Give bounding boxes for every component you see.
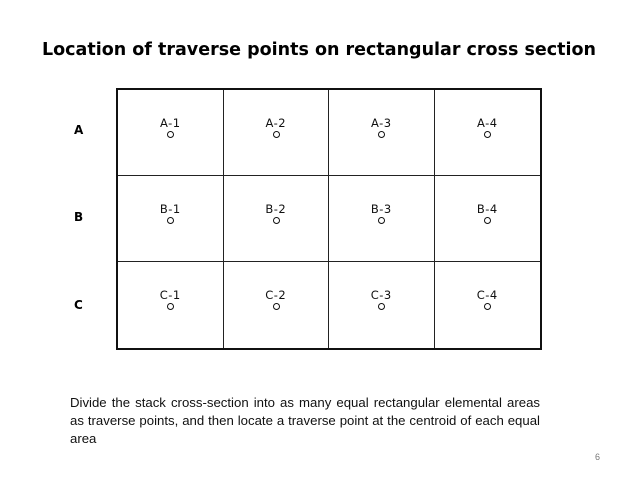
cell-label: A-3	[370, 116, 392, 130]
cell-label: A-1	[159, 116, 181, 130]
row-label-b: B	[74, 210, 84, 224]
traverse-point-icon	[273, 131, 280, 138]
cell-b-3	[329, 176, 435, 262]
cell-label: C-3	[370, 288, 392, 302]
cell-b-1	[118, 176, 224, 262]
cell-label: A-4	[476, 116, 498, 130]
page-number: 6	[594, 452, 600, 462]
cell-a-2	[224, 90, 330, 176]
traverse-point-icon	[273, 303, 280, 310]
cell-label: C-1	[159, 288, 181, 302]
cell-label: A-2	[265, 116, 287, 130]
cell-c-3	[329, 262, 435, 348]
cell-label: B-4	[476, 202, 498, 216]
cell-a-1	[118, 90, 224, 176]
cell-c-4	[435, 262, 541, 348]
cell-c-1	[118, 262, 224, 348]
traverse-point-icon	[484, 131, 491, 138]
cell-a-4	[435, 90, 541, 176]
cell-b-2	[224, 176, 330, 262]
traverse-point-icon	[378, 303, 385, 310]
cross-section-grid	[116, 88, 542, 350]
caption-text: Divide the stack cross-section into as many equal rectangular elemental areas as traverse points, and then locate a traverse point at the centroid of each equal area	[70, 395, 540, 446]
slide-title: Location of traverse points on rectangular cross section	[41, 40, 597, 60]
row-label-a: A	[74, 123, 84, 137]
traverse-point-icon	[378, 217, 385, 224]
cell-a-3	[329, 90, 435, 176]
cell-label: B-1	[159, 202, 181, 216]
traverse-point-icon	[484, 303, 491, 310]
cell-c-2	[224, 262, 330, 348]
traverse-point-icon	[167, 131, 174, 138]
cell-label: B-2	[265, 202, 287, 216]
cell-label: C-4	[476, 288, 498, 302]
traverse-point-icon	[378, 131, 385, 138]
traverse-point-icon	[273, 217, 280, 224]
cell-b-4	[435, 176, 541, 262]
traverse-point-icon	[484, 217, 491, 224]
traverse-point-icon	[167, 303, 174, 310]
cell-label: C-2	[265, 288, 287, 302]
row-label-c: C	[74, 298, 83, 312]
cell-label: B-3	[370, 202, 392, 216]
traverse-point-icon	[167, 217, 174, 224]
